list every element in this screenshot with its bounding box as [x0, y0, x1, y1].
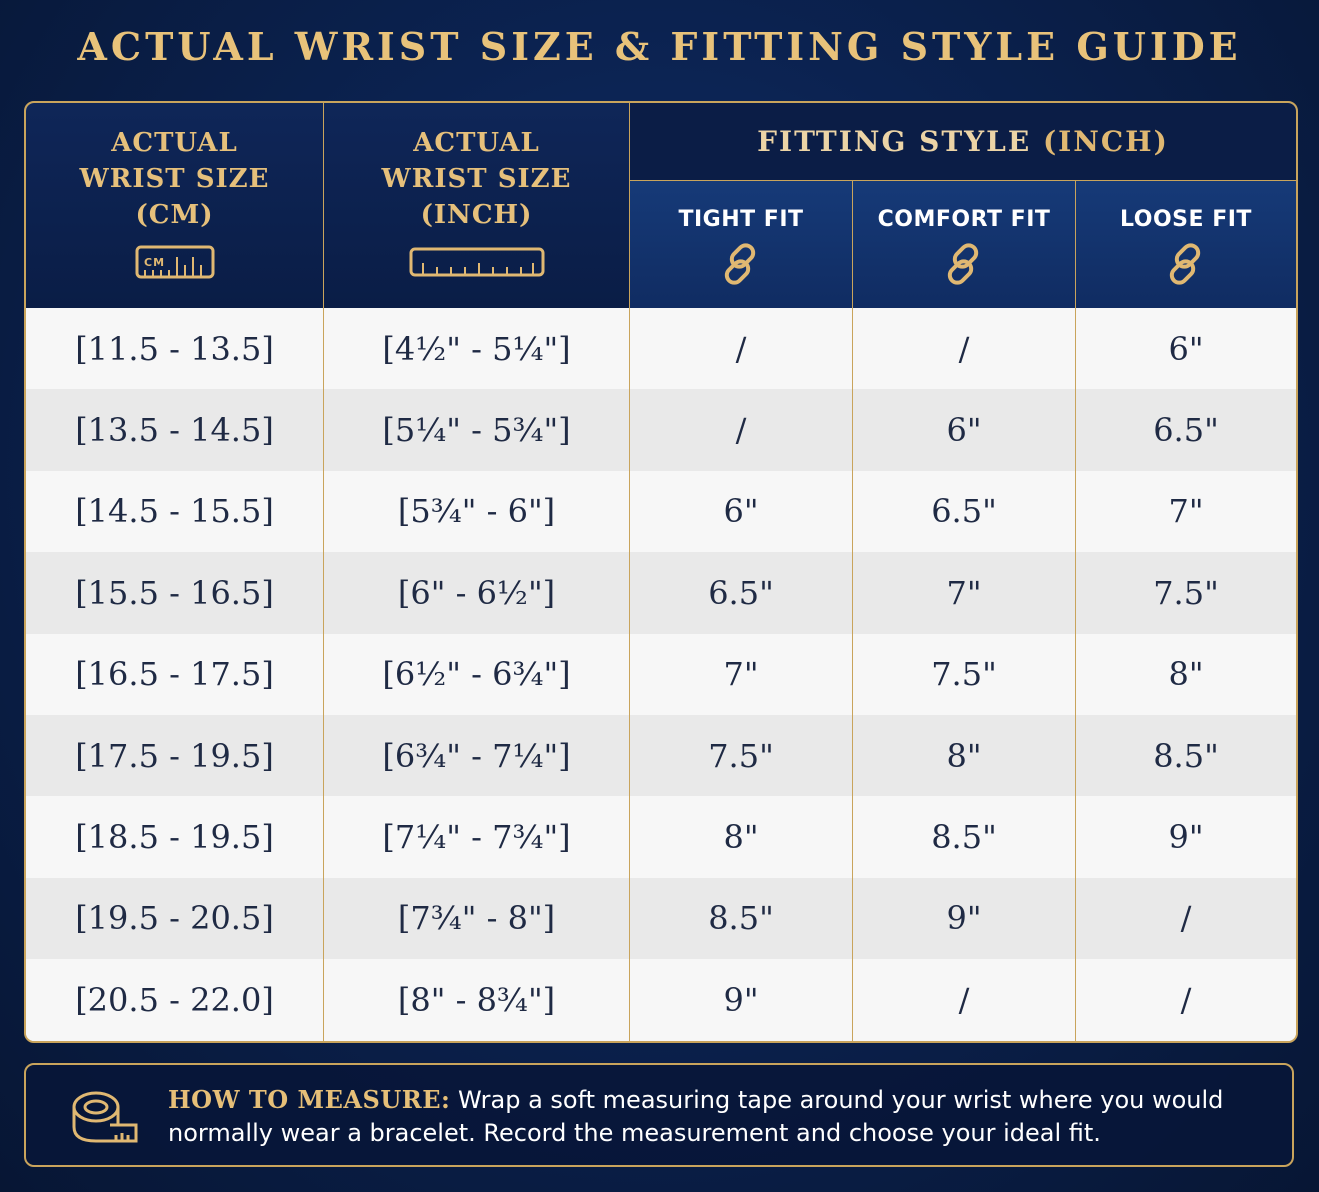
cell-tight-fit: 6" — [630, 471, 853, 552]
header-tight-fit — [630, 181, 853, 308]
cell-cm: [11.5 - 13.5] — [26, 308, 324, 389]
header-cm-line-3: (CM) — [135, 200, 214, 230]
cell-inch: [4½" - 5¼"] — [324, 308, 630, 389]
how-to-measure-heading: HOW TO MEASURE: — [168, 1085, 451, 1114]
cell-loose-fit: 6.5" — [1153, 411, 1219, 450]
cell-cm: [20.5 - 22.0] — [26, 959, 324, 1040]
header-cm-line-2: WRIST SIZE — [79, 164, 270, 194]
cell-cm: [17.5 - 19.5] — [26, 715, 324, 796]
how-to-measure-box — [24, 1063, 1294, 1167]
cell-inch: [5¼" - 5¾"] — [324, 389, 630, 470]
cell-loose-fit: 9" — [1168, 818, 1204, 857]
table-row — [26, 552, 1296, 633]
inch-ruler-icon — [409, 247, 545, 277]
cell-comfort-fit: / — [853, 308, 1076, 389]
loose-fit-label: LOOSE FIT — [1120, 207, 1252, 232]
cm-ruler-icon — [135, 245, 215, 279]
cell-inch: [6" - 6½"] — [324, 552, 630, 633]
cell-comfort-fit: 7" — [853, 552, 1076, 633]
cell-tight-fit: 9" — [630, 959, 853, 1040]
fitting-style-unit: (INCH) — [1042, 125, 1169, 158]
cell-loose-fit: 8.5" — [1153, 736, 1219, 775]
cell-tight-fit: 8.5" — [630, 878, 853, 959]
cell-cm: [16.5 - 17.5] — [26, 634, 324, 715]
cell-loose-fit: 7" — [1168, 492, 1204, 531]
header-cm-line-1: ACTUAL — [111, 128, 238, 158]
chain-link-icon — [1164, 242, 1208, 286]
cell-inch: [8" - 8¾"] — [324, 959, 630, 1040]
measuring-tape-icon — [70, 1089, 140, 1145]
cell-inch: [7¾" - 8"] — [324, 878, 630, 959]
cell-inch: [5¾" - 6"] — [324, 471, 630, 552]
cell-tight-fit: / — [630, 308, 853, 389]
cell-cm: [14.5 - 15.5] — [26, 471, 324, 552]
how-to-measure-text: Wrap a soft measuring tape around your wrist where you would normally wear a bracelet. Record the measurement and choose your ideal fit. — [168, 1086, 1224, 1147]
cell-loose-fit: 8" — [1168, 655, 1204, 694]
header-wrist-inch — [324, 103, 630, 308]
cell-comfort-fit: 8" — [853, 715, 1076, 796]
fitting-style-label: FITTING STYLE — [757, 125, 1032, 158]
cell-comfort-fit: 6" — [853, 389, 1076, 470]
cell-loose-fit: 6" — [1168, 329, 1204, 368]
cell-loose-fit: / — [1180, 980, 1192, 1019]
cell-tight-fit: 7" — [630, 634, 853, 715]
header-wrist-cm — [26, 103, 324, 308]
table-row — [26, 308, 1296, 389]
chain-link-icon — [942, 242, 986, 286]
table-row — [26, 715, 1296, 796]
table-row — [26, 878, 1296, 959]
cell-comfort-fit: 9" — [853, 878, 1076, 959]
cell-comfort-fit: / — [853, 959, 1076, 1040]
table-row — [26, 471, 1296, 552]
cell-inch: [6½" - 6¾"] — [324, 634, 630, 715]
cell-cm: [15.5 - 16.5] — [26, 552, 324, 633]
cell-cm: [18.5 - 19.5] — [26, 796, 324, 877]
table-row — [26, 634, 1296, 715]
cell-loose-fit: 7.5" — [1153, 573, 1219, 612]
cm-ruler-label: CM — [143, 256, 165, 269]
table-row — [26, 796, 1296, 877]
header-inch-line-1: ACTUAL — [413, 128, 540, 158]
header-loose-fit — [1076, 181, 1296, 308]
cell-tight-fit: 6.5" — [630, 552, 853, 633]
chain-link-icon — [719, 242, 763, 286]
cell-comfort-fit: 6.5" — [853, 471, 1076, 552]
cell-comfort-fit: 8.5" — [853, 796, 1076, 877]
cell-tight-fit: 8" — [630, 796, 853, 877]
cell-cm: [19.5 - 20.5] — [26, 878, 324, 959]
size-table — [24, 101, 1298, 1043]
header-inch-line-3: (INCH) — [420, 200, 533, 230]
cell-inch: [6¾" - 7¼"] — [324, 715, 630, 796]
header-inch-line-2: WRIST SIZE — [381, 164, 572, 194]
header-fitting-style — [630, 103, 1296, 181]
cell-inch: [7¼" - 7¾"] — [324, 796, 630, 877]
cell-loose-fit: / — [1180, 899, 1192, 938]
cell-tight-fit: 7.5" — [630, 715, 853, 796]
cell-tight-fit: / — [630, 389, 853, 470]
cell-cm: [13.5 - 14.5] — [26, 389, 324, 470]
cell-comfort-fit: 7.5" — [853, 634, 1076, 715]
header-comfort-fit — [853, 181, 1076, 308]
table-row — [26, 389, 1296, 470]
comfort-fit-label: COMFORT FIT — [877, 207, 1051, 232]
table-row — [26, 959, 1296, 1040]
page-title: ACTUAL WRIST SIZE & FITTING STYLE GUIDE — [77, 24, 1242, 69]
tight-fit-label: TIGHT FIT — [678, 207, 804, 232]
